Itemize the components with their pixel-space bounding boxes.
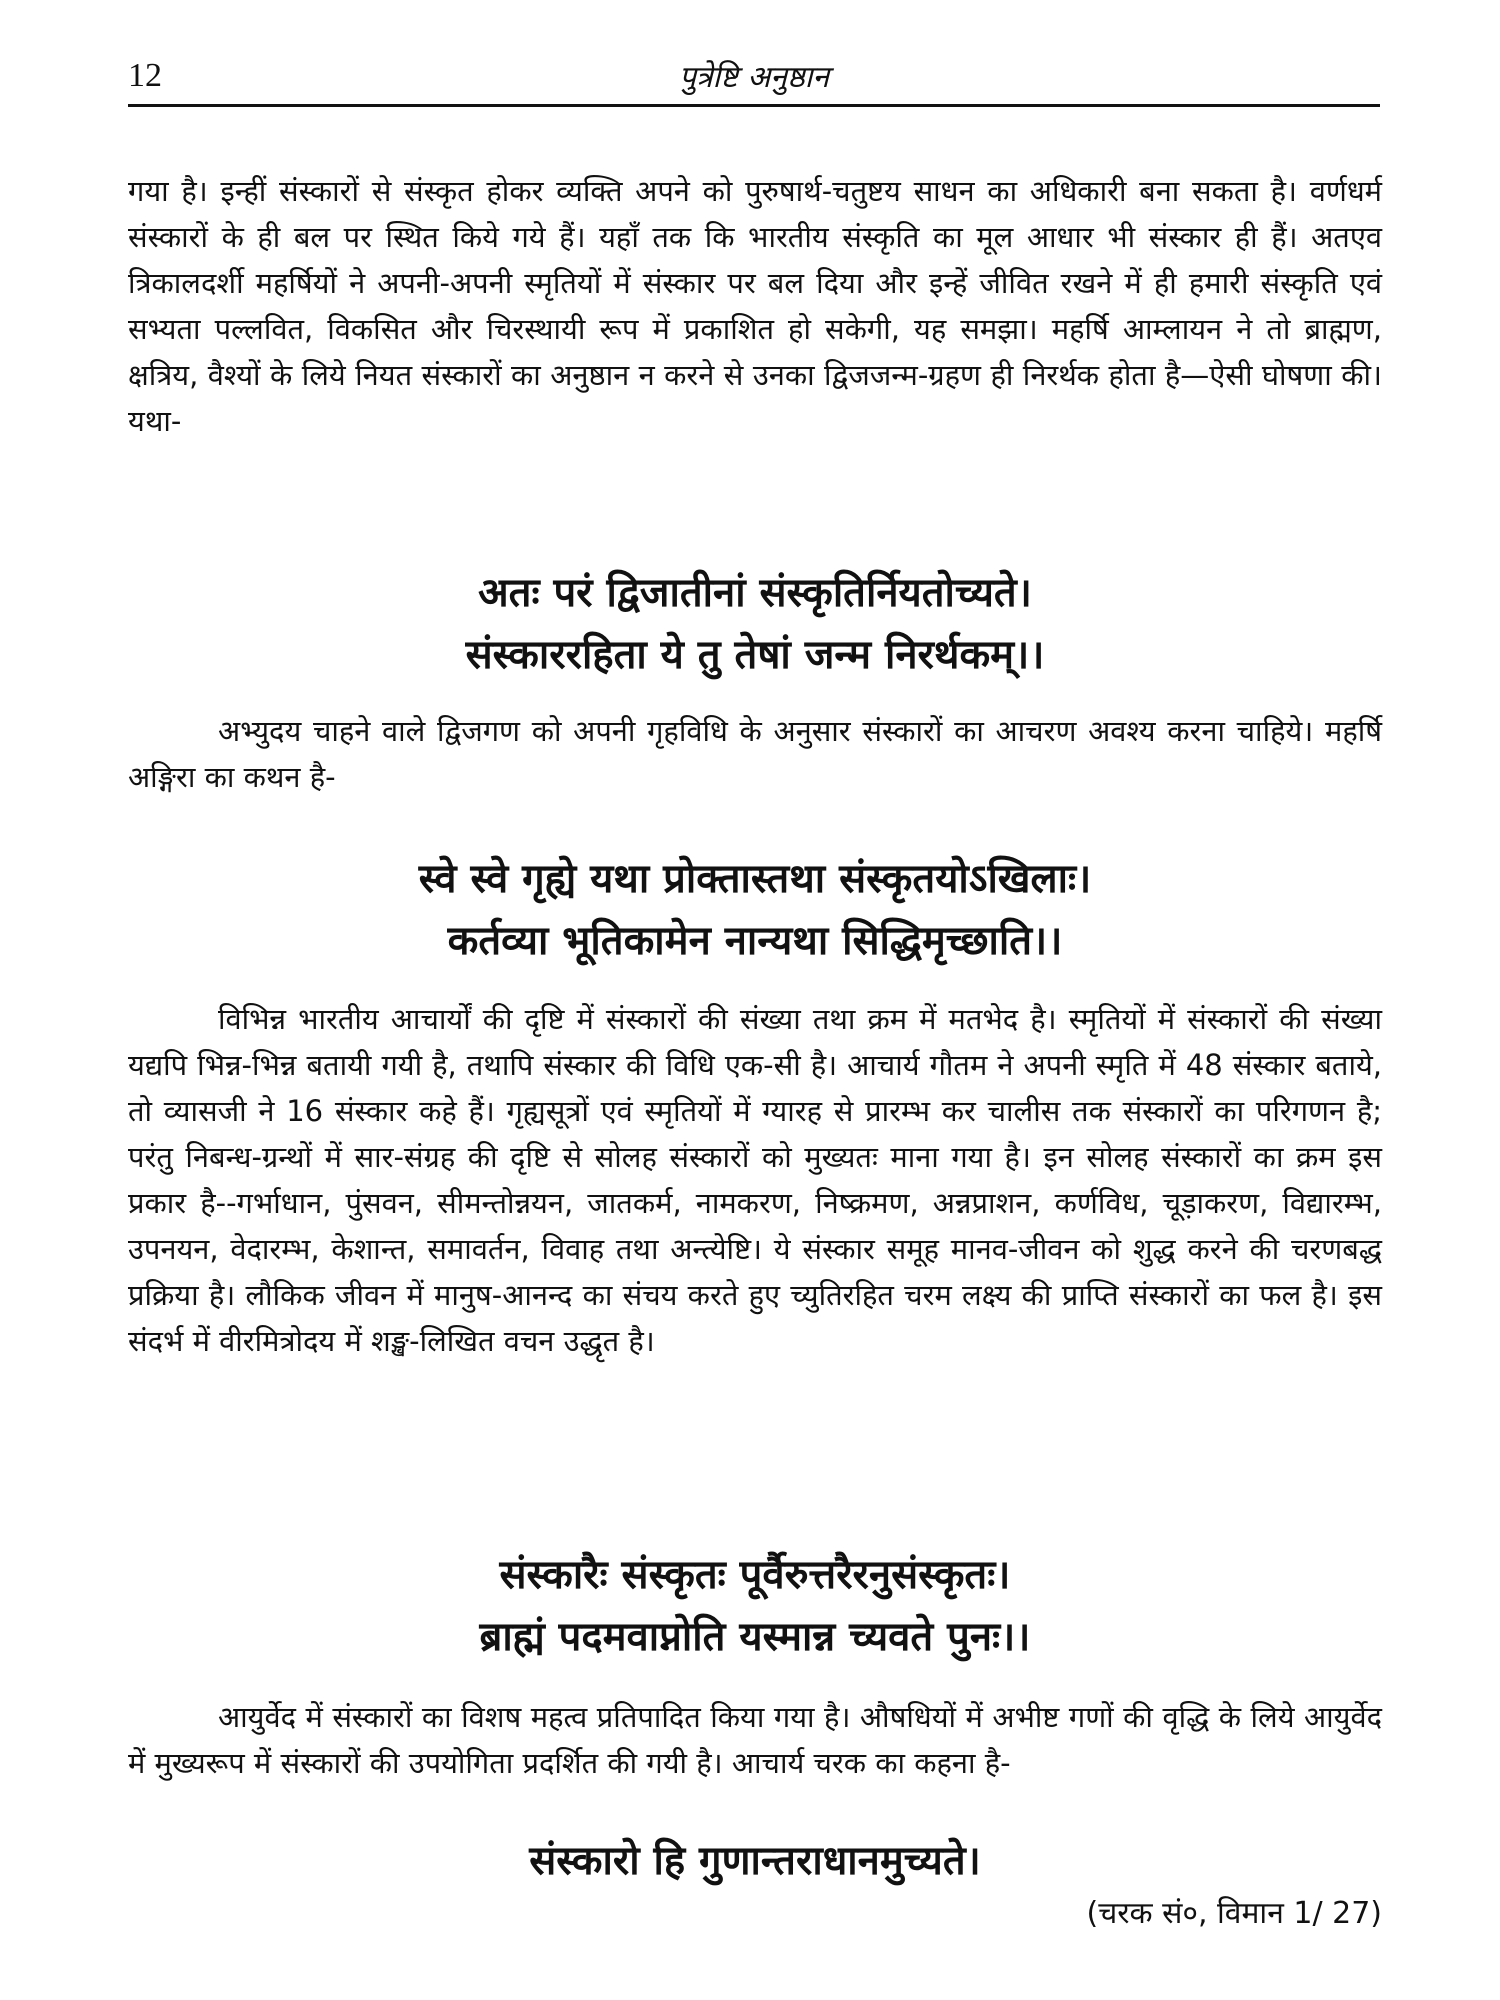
verse-1 [128,562,1382,686]
paragraph-1: गया है। इन्हीं संस्कारों से संस्कृत होकर व्यक्ति अपने को पुरुषार्थ-चतुष्टय साधन का अधिकारी बना सकता है। वर्णधर्म संस्कारों के ही बल पर स्थित किये गये हैं। यहाँ तक कि भारतीय संस्कृति का मूल आधार भी संस्कार ही हैं। अतएव त्रिकालदर्शी महर्षियों ने अपनी-अपनी स्मृतियों में संस्कार पर बल दिया और इन्हें जीवित रखने में ही हमारी संस्कृति एवं सभ्यता पल्लवित, विकसित और चिरस्थायी रूप में प्रकाशित हो सकेगी, यह समझा। महर्षि आम्लायन ने तो ब्राह्मण, क्षत्रिय, वैश्यों के लिये नियत संस्कारों का अनुष्ठान न करने से उनका द्विजजन्म-ग्रहण ही निरर्थक होता है—ऐसी घोषणा की। यथा- [128,174,1382,438]
verse-2-line-2: कर्तव्या भूतिकामेन नान्यथा सिद्धिमृच्छाति।। [447,917,1063,964]
verse-1-line-2: संस्काररहिता ये तु तेषां जन्म निरर्थकम्।। [465,631,1045,678]
page-number: 12 [128,57,162,94]
verse-4 [128,1830,1382,1892]
verse-4-line-1: संस्कारो हि गुणान्तराधानमुच्यते। [529,1837,981,1884]
verse-1-line-1: अतः परं द्विजातीनां संस्कृतिर्नियतोच्यते। [478,569,1032,616]
page-header [128,52,1380,107]
verse-2-line-1: स्वे स्वे गृह्ये यथा प्रोक्तास्तथा संस्कृतयोऽखिलाः। [418,855,1092,902]
verse-3-line-1: संस्कारैः संस्कृतः पूर्वैरुत्तरैरनुसंस्कृतः। [499,1551,1011,1598]
verse-3-line-2: ब्राह्मं पदमवाप्नोति यस्मान्न च्यवते पुनः।। [479,1613,1031,1660]
citation: (चरक सं०, विमान 1/ 27) [1086,1896,1382,1931]
paragraph-2: अभ्युदय चाहने वाले द्विजगण को अपनी गृहविधि के अनुसार संस्कारों का आचरण अवश्य करना चाहिये। महर्षि अङ्गिरा का कथन है- [128,714,1382,794]
running-title: पुत्रेष्टि अनुष्ठान [678,60,830,95]
verse-3 [128,1544,1382,1668]
paragraph-4: आयुर्वेद में संस्कारों का विशष महत्व प्रतिपादित किया गया है। औषधियों में अभीष्ट गणों की वृद्धि के लिये आयुर्वेद में मुख्यरूप में संस्कारों की उपयोगिता प्रदर्शित की गयी है। आचार्य चरक का कहना है- [128,1700,1382,1780]
paragraph-3: विभिन्न भारतीय आचार्यों की दृष्टि में संस्कारों की संख्या तथा क्रम में मतभेद है। स्मृतियों में संस्कारों की संख्या यद्यपि भिन्न-भिन्न बतायी गयी है, तथापि संस्कार की विधि एक-सी है। आचार्य गौतम ने अपनी स्मृति में 48 संस्कार बताये, तो व्यासजी ने 16 संस्कार कहे हैं। गृह्यसूत्रों एवं स्मृतियों में ग्यारह से प्रारम्भ कर चालीस तक संस्कारों का परिगणन है; परंतु निबन्ध-ग्रन्थों में सार-संग्रह की दृष्टि से सोलह संस्कारों को मुख्यतः माना गया है। इन सोलह संस्कारों का क्रम इस प्रकार है--गर्भाधान, पुंसवन, सीमन्तोन्नयन, जातकर्म, नामकरण, निष्क्रमण, अन्नप्राशन, कर्णविध, चूड़ाकरण, विद्यारम्भ, उपनयन, वेदारम्भ, केशान्त, समावर्तन, विवाह तथा अन्त्येष्टि। ये संस्कार समूह मानव-जीवन को शुद्ध करने की चरणबद्ध प्रक्रिया है। लौकिक जीवन में मानुष-आनन्द का संचय करते हुए च्युतिरहित चरम लक्ष्य की प्राप्ति संस्कारों का फल है। इस संदर्भ में वीरमित्रोदय में शङ्ख-लिखित वचन उद्धृत है। [128,1002,1382,1358]
verse-2 [128,848,1382,972]
